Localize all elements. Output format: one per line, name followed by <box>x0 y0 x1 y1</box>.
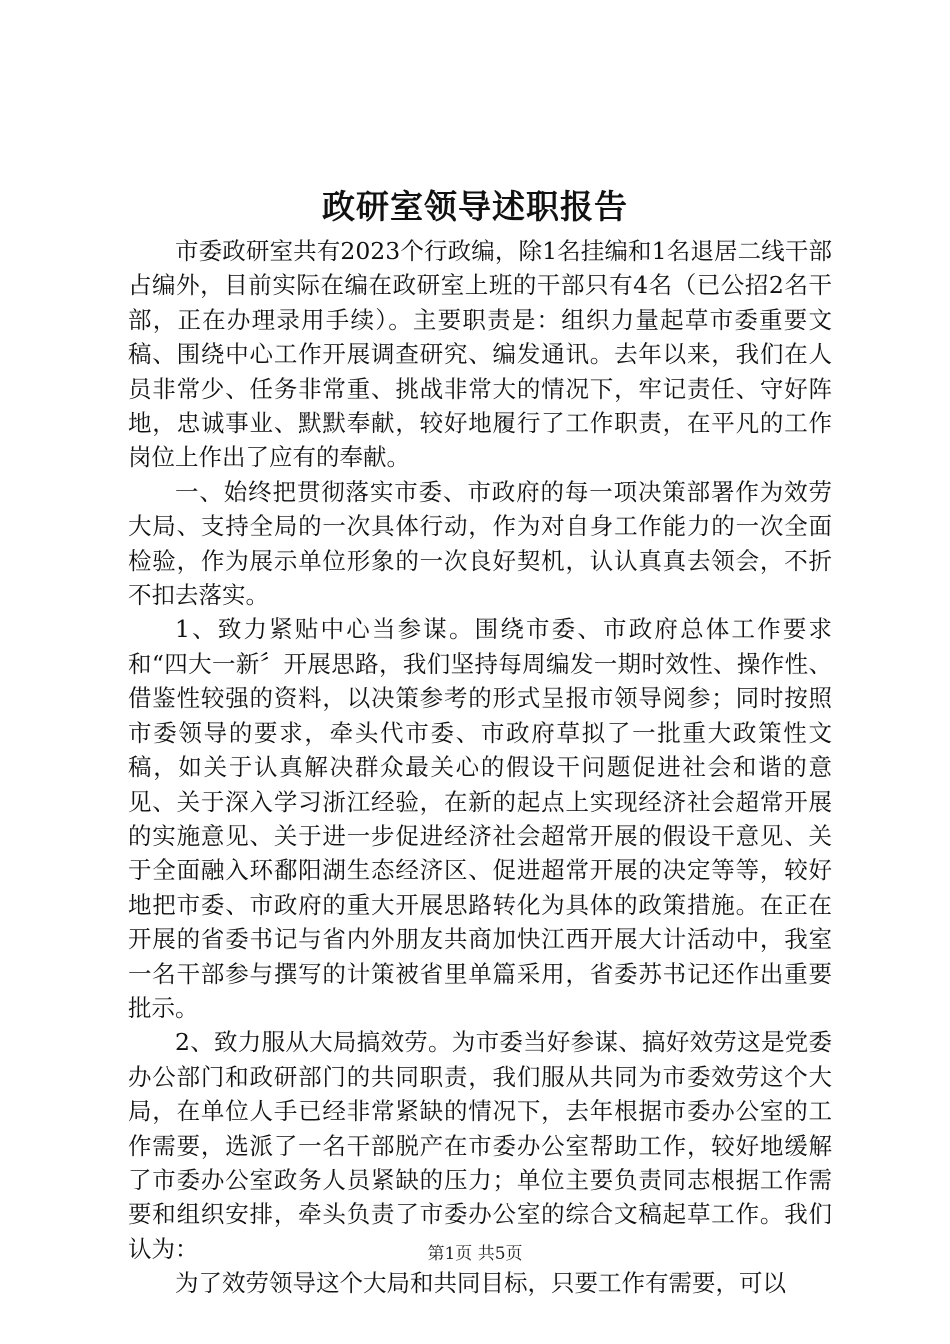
paragraph-continued: 为了效劳领导这个大局和共同目标，只要工作有需要，可以 <box>175 1269 786 1298</box>
document-body <box>128 234 832 1301</box>
paragraph-intro: 市委政研室共有2023个行政编，除1名挂编和1名退居二线干部占编外，目前实际在编在政研室上班的干部只有4名（已公招2名干部，正在办理录用手续）。主要职责是：组织力量起草市委重要文稿、围绕中心工作开展调查研究、编发通讯。去年以来，我们在人员非常少、任务非常重、挑战非常大的情况下，牢记责任、守好阵地，忠诚事业、默默奉献，较好地履行了工作职责，在平凡的工作岗位上作出了应有的奉献。 <box>128 237 832 472</box>
paragraph-item-two: 2、致力服从大局搞效劳。为市委当好参谋、搞好效劳这是党委办公部门和政研部门的共同职责，我们服从共同为市委效劳这个大局，在单位人手已经非常紧缺的情况下，去年根据市委办公室的工作需要，选派了一名干部脱产在市委办公室帮助工作，较好地缓解了市委办公室政务人员紧缺的压力；单位主要负责同志根据工作需要和组织安排，牵头负责了市委办公室的综合文稿起草工作。我们认为： <box>128 1028 832 1263</box>
paragraph-item-one: 1、致力紧贴中心当参谋。围绕市委、市政府总体工作要求和“四大一新〞开展思路，我们坚持每周编发一期时效性、操作性、借鉴性较强的资料，以决策参考的形式呈报市领导阅参；同时按照市委领导的要求，牵头代市委、市政府草拟了一批重大政策性文稿，如关于认真解决群众最关心的假设干问题促进社会和谐的意见、关于深入学习浙江经验，在新的起点上实现经济社会超常开展的实施意见、关于进一步促进经济社会超常开展的假设干意见、关于全面融入环鄱阳湖生态经济区、促进超常开展的决定等等，较好地把市委、市政府的重大开展思路转化为具体的政策措施。在正在开展的省委书记与省内外朋友共商加快江西开展大计活动中，我室一名干部参与撰写的计策被省里单篇采用，省委苏书记还作出重要批示。 <box>128 615 832 1022</box>
paragraph-section-one: 一、始终把贯彻落实市委、市政府的每一项决策部署作为效劳大局、支持全局的一次具体行动，作为对自身工作能力的一次全面检验，作为展示单位形象的一次良好契机，认认真真去领会，不折不扣去落实。 <box>128 477 832 610</box>
page-number-footer: 第1页 共5页 <box>427 1244 523 1264</box>
document-title: 政研室领导述职报告 <box>322 187 628 226</box>
